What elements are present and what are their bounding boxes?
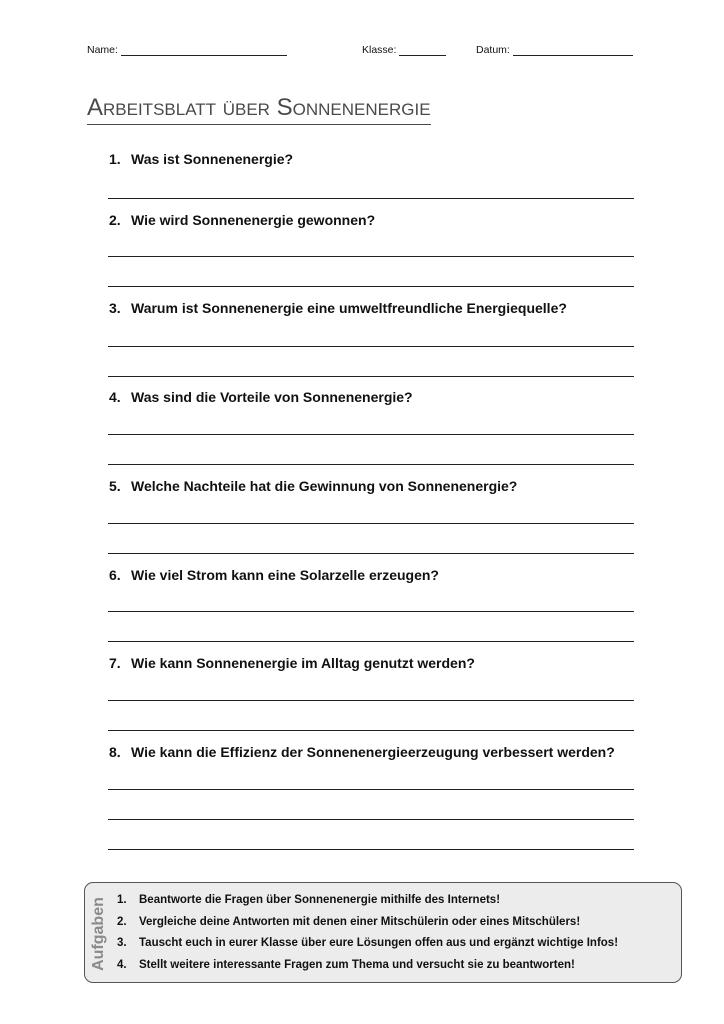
class-blank[interactable]	[399, 44, 446, 56]
task-number: 3.	[117, 937, 127, 949]
task-item	[117, 955, 618, 977]
question-5	[109, 478, 517, 494]
class-field[interactable]	[362, 44, 446, 56]
name-field[interactable]	[87, 44, 287, 56]
tasks-label: Aufgaben	[90, 897, 107, 971]
answer-line[interactable]	[108, 849, 634, 850]
answer-line[interactable]	[108, 700, 634, 701]
answer-line[interactable]	[108, 553, 634, 554]
question-8	[109, 744, 615, 760]
tasks-box	[84, 882, 682, 983]
question-number: 6.	[109, 567, 121, 583]
question-text: Wie kann die Effizienz der Sonnenenergieerzeugung verbessert werden?	[131, 744, 615, 760]
question-number: 7.	[109, 655, 121, 671]
answer-line[interactable]	[108, 819, 634, 820]
answer-line[interactable]	[108, 286, 634, 287]
answer-line[interactable]	[108, 346, 634, 347]
question-number: 2.	[109, 212, 121, 228]
question-2	[109, 212, 375, 228]
question-text: Warum ist Sonnenenergie eine umweltfreundliche Energiequelle?	[131, 300, 567, 316]
answer-line[interactable]	[108, 730, 634, 731]
question-4	[109, 389, 413, 405]
tasks-list	[117, 890, 618, 976]
task-number: 2.	[117, 915, 127, 928]
task-item	[117, 912, 618, 934]
task-text: Vergleiche deine Antworten mit denen einer Mitschülerin oder eines Mitschülers!	[139, 915, 581, 928]
answer-line[interactable]	[108, 641, 634, 642]
tasks-side-label	[86, 892, 112, 976]
question-number: 3.	[109, 300, 121, 316]
task-item	[117, 890, 618, 912]
task-text: Stellt weitere interessante Fragen zum Thema und versucht sie zu beantworten!	[139, 958, 575, 971]
question-7	[109, 655, 475, 671]
task-number: 1.	[117, 894, 127, 906]
answer-line[interactable]	[108, 523, 634, 524]
answer-line[interactable]	[108, 256, 634, 257]
answer-line[interactable]	[108, 434, 634, 435]
worksheet-title: Arbeitsblatt über Sonnenenergie	[87, 92, 431, 125]
question-number: 8.	[109, 744, 121, 760]
question-text: Was sind die Vorteile von Sonnenenergie?	[131, 389, 413, 405]
question-6	[109, 567, 439, 583]
date-blank[interactable]	[513, 44, 633, 56]
question-number: 1.	[109, 151, 121, 167]
date-field[interactable]	[476, 44, 633, 56]
question-text: Was ist Sonnenenergie?	[131, 151, 294, 167]
answer-line[interactable]	[108, 198, 634, 199]
question-text: Wie kann Sonnenenergie im Alltag genutzt werden?	[131, 655, 475, 671]
question-3	[109, 300, 567, 316]
name-label: Name:	[87, 44, 118, 56]
name-blank[interactable]	[121, 44, 287, 56]
answer-line[interactable]	[108, 611, 634, 612]
answer-line[interactable]	[108, 464, 634, 465]
task-text: Beantworte die Fragen über Sonnenenergie mithilfe des Internets!	[139, 894, 501, 906]
answer-line[interactable]	[108, 376, 634, 377]
question-text: Wie viel Strom kann eine Solarzelle erzeugen?	[131, 567, 439, 583]
class-label: Klasse:	[362, 44, 397, 56]
question-1	[109, 151, 293, 167]
task-item	[117, 933, 618, 955]
question-text: Wie wird Sonnenenergie gewonnen?	[131, 212, 376, 228]
question-number: 5.	[109, 478, 121, 494]
question-text: Welche Nachteile hat die Gewinnung von Sonnenenergie?	[131, 478, 518, 494]
question-number: 4.	[109, 389, 121, 405]
answer-line[interactable]	[108, 789, 634, 790]
task-text: Tauscht euch in eurer Klasse über eure Lösungen offen aus und ergänzt wichtige Infos!	[139, 937, 619, 949]
task-number: 4.	[117, 958, 127, 971]
date-label: Datum:	[476, 44, 510, 56]
